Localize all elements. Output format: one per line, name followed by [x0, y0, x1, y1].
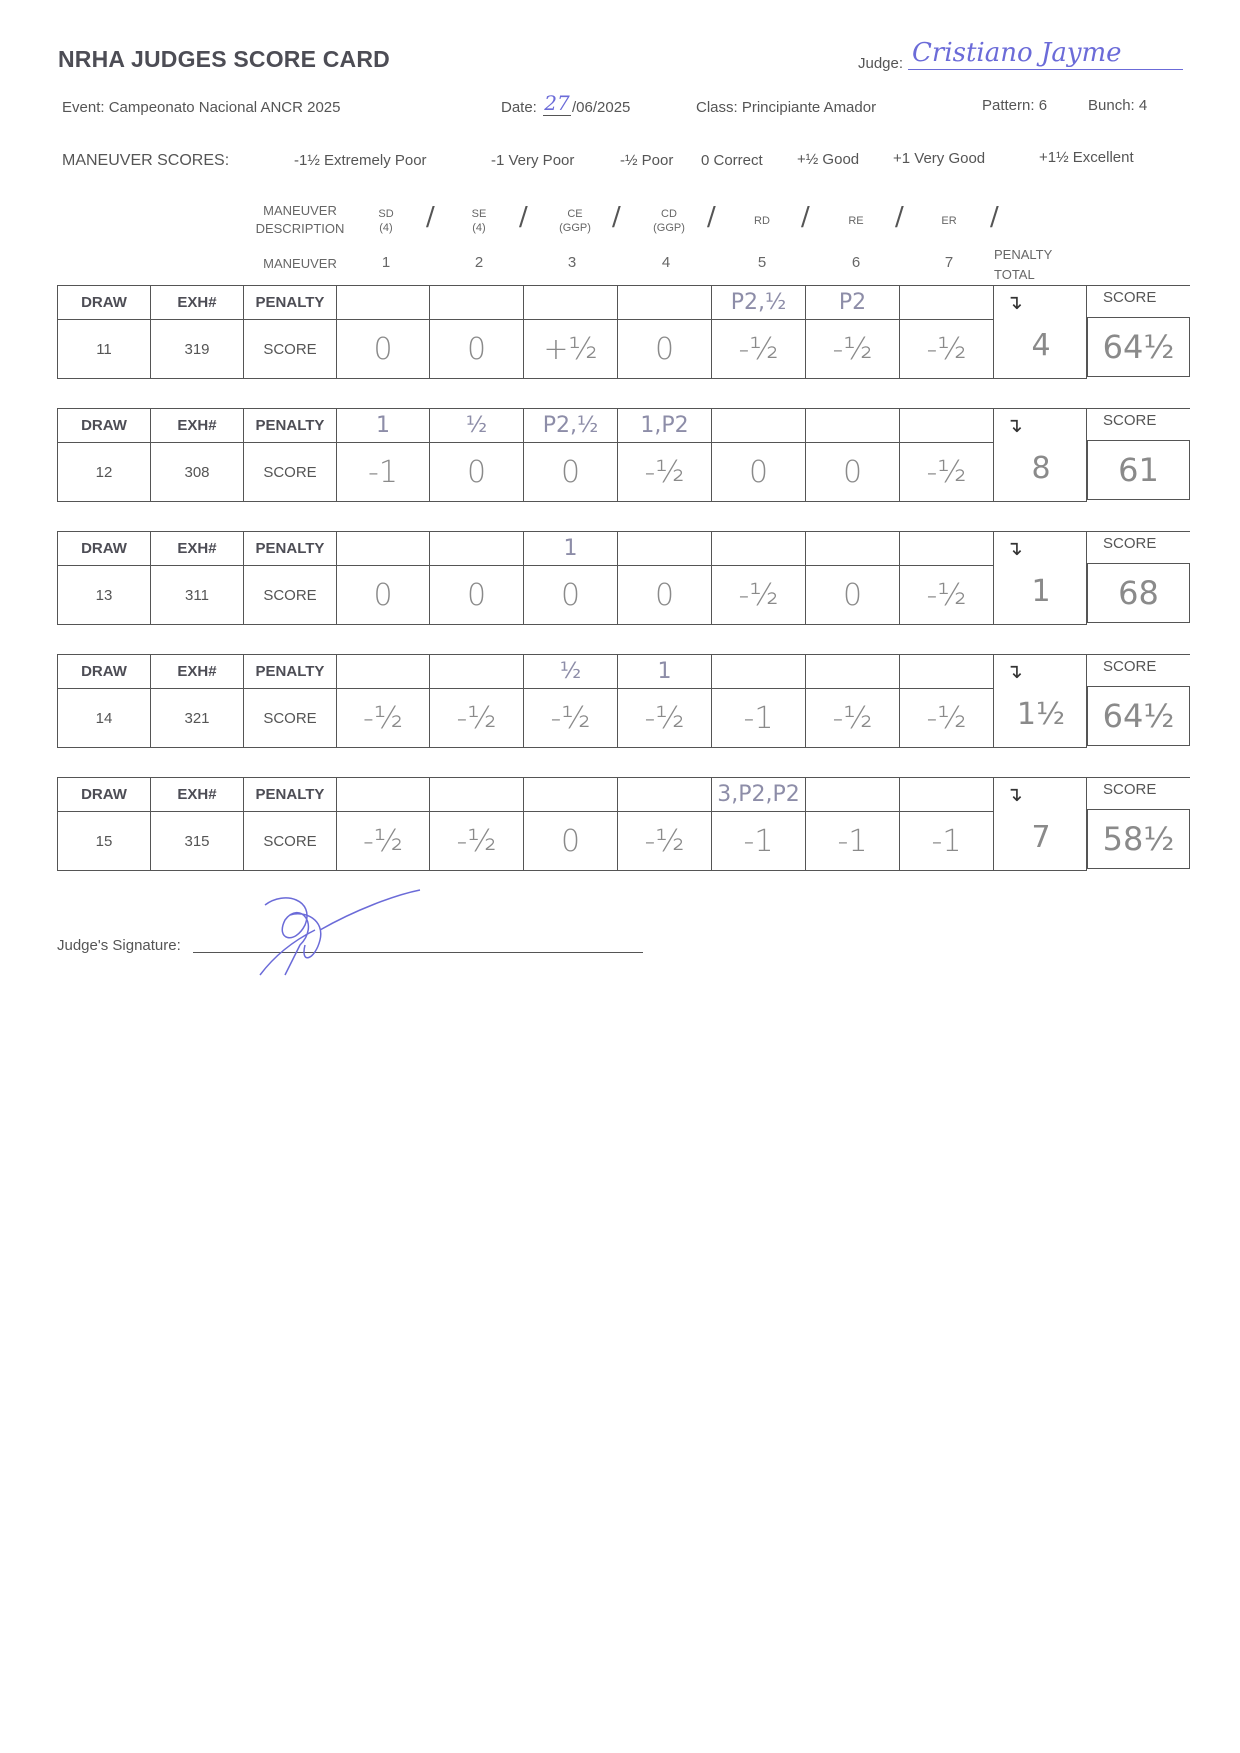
maneuver-1-code-text: SD	[378, 208, 394, 220]
final-score-label: SCORE	[1103, 535, 1157, 552]
maneuver-5-penalty: P2,½	[711, 285, 806, 320]
penalty-total-value: 4	[1031, 328, 1051, 363]
draw-header: DRAW	[57, 777, 151, 812]
exhibitor-number: 311	[150, 565, 244, 625]
maneuver-2-penalty	[429, 777, 524, 812]
score-row-label: SCORE	[243, 442, 337, 502]
maneuver-7-score: -½	[899, 688, 994, 748]
legend-very-good: +1 Very Good	[893, 150, 986, 167]
judge-label: Judge:	[858, 55, 904, 72]
date-rest: /06/2025	[572, 99, 631, 116]
final-score-label: SCORE	[1103, 412, 1157, 429]
maneuver-6-penalty	[805, 408, 900, 443]
date-day-handwritten: 27	[544, 91, 570, 115]
maneuver-description-line1: MANEUVER	[263, 203, 337, 218]
maneuver-description-label	[250, 204, 350, 236]
maneuver-3-score: 0	[523, 811, 618, 871]
maneuver-separator: /	[519, 202, 528, 232]
final-score-label: SCORE	[1103, 658, 1157, 675]
penalty-total-cell	[993, 285, 1087, 379]
maneuver-5-penalty	[711, 654, 806, 689]
final-score-top-rule	[1087, 408, 1190, 409]
legend-excellent: +1½ Excellent	[1039, 149, 1134, 166]
score-row-label: SCORE	[243, 565, 337, 625]
penalty-row-label: PENALTY	[243, 408, 337, 443]
penalty-arrow-icon: ↴	[1006, 538, 1023, 560]
final-score-value: 64½	[1087, 317, 1190, 377]
maneuver-7-penalty	[899, 285, 994, 320]
maneuver-7-score: -½	[899, 319, 994, 379]
maneuver-4-penalty	[617, 285, 712, 320]
legend-extremely-poor: -1½ Extremely Poor	[294, 152, 427, 169]
final-score-top-rule	[1087, 531, 1190, 532]
draw-number: 14	[57, 688, 151, 748]
maneuver-4-score: -½	[617, 811, 712, 871]
exhibitor-number: 319	[150, 319, 244, 379]
judge-underline	[908, 68, 1183, 70]
maneuver-2-penalty	[429, 285, 524, 320]
maneuver-6-number: 6	[851, 254, 861, 271]
maneuver-5-score: -1	[711, 811, 806, 871]
maneuver-7-score: -1	[899, 811, 994, 871]
maneuver-scores-label: MANEUVER SCORES:	[62, 152, 230, 169]
penalty-row-label: PENALTY	[243, 654, 337, 689]
draw-header: DRAW	[57, 654, 151, 689]
exhibitor-number: 315	[150, 811, 244, 871]
maneuver-3-score: 0	[523, 565, 618, 625]
maneuver-2-score: 0	[429, 442, 524, 502]
legend-very-poor: -1 Very Poor	[491, 152, 575, 169]
maneuver-3-code	[550, 207, 600, 235]
bunch-label: Bunch: 4	[1088, 97, 1148, 114]
maneuver-separator: /	[707, 202, 716, 232]
draw-number: 12	[57, 442, 151, 502]
final-score-value: 61	[1087, 440, 1190, 500]
penalty-total-cell	[993, 654, 1087, 748]
maneuver-separator: /	[426, 202, 435, 232]
draw-header: DRAW	[57, 285, 151, 320]
final-score-value: 68	[1087, 563, 1190, 623]
penalty-total-cell	[993, 777, 1087, 871]
maneuver-2-score: -½	[429, 811, 524, 871]
maneuver-2-score: 0	[429, 319, 524, 379]
maneuver-5-score: -1	[711, 688, 806, 748]
maneuver-1-score: 0	[336, 319, 430, 379]
maneuver-2-sub: (4)	[472, 222, 486, 234]
entry-block	[57, 777, 1190, 871]
maneuver-1-score: -½	[336, 811, 430, 871]
maneuver-4-penalty	[617, 531, 712, 566]
legend-poor: -½ Poor	[620, 152, 674, 169]
maneuver-2-code-text: SE	[471, 208, 487, 220]
maneuver-7-code-text: ER	[941, 215, 957, 227]
final-score-value: 64½	[1087, 686, 1190, 746]
legend-correct: 0 Correct	[701, 152, 763, 169]
maneuver-3-number: 3	[567, 254, 577, 271]
score-row-label: SCORE	[243, 811, 337, 871]
final-score-value: 58½	[1087, 809, 1190, 869]
maneuver-3-penalty	[523, 777, 618, 812]
maneuver-1-penalty	[336, 777, 430, 812]
maneuver-separator: /	[990, 202, 999, 232]
maneuver-6-penalty	[805, 777, 900, 812]
maneuver-7-penalty	[899, 408, 994, 443]
legend-good: +½ Good	[797, 151, 860, 168]
penalty-total-value: 7	[1031, 820, 1051, 855]
maneuver-1-score: -½	[336, 688, 430, 748]
maneuver-5-penalty: 3,P2,P2	[711, 777, 806, 812]
entry-block	[57, 285, 1190, 379]
final-score-top-rule	[1087, 777, 1190, 778]
maneuver-7-score: -½	[899, 565, 994, 625]
maneuver-1-penalty	[336, 531, 430, 566]
maneuver-7-penalty	[899, 531, 994, 566]
final-score-top-rule	[1087, 654, 1190, 655]
maneuver-separator: /	[895, 202, 904, 232]
final-score-label: SCORE	[1103, 289, 1157, 306]
date-label: Date:	[501, 99, 537, 116]
penalty-arrow-icon: ↴	[1006, 784, 1023, 806]
maneuver-5-score: 0	[711, 442, 806, 502]
maneuver-4-score: -½	[617, 688, 712, 748]
maneuver-7-penalty	[899, 777, 994, 812]
maneuver-4-penalty: 1,P2	[617, 408, 712, 443]
maneuver-1-penalty: 1	[336, 408, 430, 443]
maneuver-4-penalty: 1	[617, 654, 712, 689]
exhibitor-number: 308	[150, 442, 244, 502]
maneuver-6-score: -½	[805, 319, 900, 379]
draw-number: 11	[57, 319, 151, 379]
entry-block	[57, 531, 1190, 625]
event-label: Event: Campeonato Nacional ANCR 2025	[62, 99, 341, 116]
maneuver-4-number: 4	[661, 254, 671, 271]
signature-label: Judge's Signature:	[57, 937, 181, 954]
maneuver-2-penalty: ½	[429, 408, 524, 443]
maneuver-description-line2: DESCRIPTION	[255, 221, 345, 236]
penalty-arrow-icon: ↴	[1006, 292, 1023, 314]
final-score-label: SCORE	[1103, 781, 1157, 798]
maneuver-3-code-text: CE	[567, 208, 583, 220]
maneuver-3-score: 0	[523, 442, 618, 502]
maneuver-4-penalty	[617, 777, 712, 812]
maneuver-2-penalty	[429, 531, 524, 566]
maneuver-6-code-text: RE	[848, 215, 864, 227]
exh-header: EXH#	[150, 777, 244, 812]
maneuver-2-code	[459, 207, 499, 235]
maneuver-4-code-text: CD	[661, 208, 677, 220]
maneuver-7-score: -½	[899, 442, 994, 502]
score-row-label: SCORE	[243, 319, 337, 379]
penalty-total-value: 8	[1031, 451, 1051, 486]
maneuver-1-penalty	[336, 285, 430, 320]
maneuver-1-code	[366, 207, 406, 235]
maneuver-6-score: -½	[805, 688, 900, 748]
maneuver-separator: /	[612, 202, 621, 232]
entry-block	[57, 654, 1190, 748]
pattern-label: Pattern: 6	[982, 97, 1048, 114]
maneuver-5-penalty	[711, 531, 806, 566]
penalty-total-label	[994, 245, 1074, 285]
maneuver-2-number: 2	[474, 254, 484, 271]
maneuver-1-number: 1	[381, 254, 391, 271]
maneuver-5-score: -½	[711, 565, 806, 625]
class-label: Class: Principiante Amador	[696, 99, 877, 116]
exh-header: EXH#	[150, 654, 244, 689]
maneuver-3-penalty	[523, 285, 618, 320]
card-title: NRHA JUDGES SCORE CARD	[58, 46, 390, 72]
penalty-arrow-icon: ↴	[1006, 415, 1023, 437]
maneuver-6-penalty	[805, 531, 900, 566]
maneuver-4-sub: (GGP)	[653, 222, 685, 234]
maneuver-3-sub: (GGP)	[559, 222, 591, 234]
maneuver-1-score: 0	[336, 565, 430, 625]
maneuver-2-score: -½	[429, 688, 524, 748]
maneuver-6-penalty: P2	[805, 285, 900, 320]
judge-signature-scribble	[245, 885, 435, 985]
maneuver-2-score: 0	[429, 565, 524, 625]
exhibitor-number: 321	[150, 688, 244, 748]
penalty-row-label: PENALTY	[243, 285, 337, 320]
draw-header: DRAW	[57, 531, 151, 566]
exh-header: EXH#	[150, 285, 244, 320]
maneuver-2-penalty	[429, 654, 524, 689]
penalty-total-cell	[993, 408, 1087, 502]
penalty-row-label: PENALTY	[243, 777, 337, 812]
penalty-total-value: 1½	[1016, 697, 1066, 732]
maneuver-1-score: -1	[336, 442, 430, 502]
maneuver-5-code-text: RD	[754, 215, 770, 227]
penalty-total-line2: TOTAL	[994, 267, 1035, 282]
draw-number: 15	[57, 811, 151, 871]
maneuver-7-number: 7	[944, 254, 954, 271]
maneuver-5-penalty	[711, 408, 806, 443]
maneuver-6-code	[836, 214, 876, 228]
maneuver-3-penalty: 1	[523, 531, 618, 566]
maneuver-6-score: 0	[805, 565, 900, 625]
maneuver-4-score: 0	[617, 565, 712, 625]
maneuver-5-code	[742, 214, 782, 228]
entry-block	[57, 408, 1190, 502]
score-row-label: SCORE	[243, 688, 337, 748]
penalty-arrow-icon: ↴	[1006, 661, 1023, 683]
maneuver-4-code	[644, 207, 694, 235]
maneuver-6-penalty	[805, 654, 900, 689]
maneuver-3-score: -½	[523, 688, 618, 748]
penalty-row-label: PENALTY	[243, 531, 337, 566]
maneuver-3-score: +½	[523, 319, 618, 379]
maneuver-1-penalty	[336, 654, 430, 689]
penalty-total-line1: PENALTY	[994, 247, 1053, 262]
maneuver-1-sub: (4)	[379, 222, 393, 234]
maneuver-5-number: 5	[757, 254, 767, 271]
maneuver-separator: /	[801, 202, 810, 232]
exh-header: EXH#	[150, 408, 244, 443]
exh-header: EXH#	[150, 531, 244, 566]
maneuver-3-penalty: ½	[523, 654, 618, 689]
penalty-total-cell	[993, 531, 1087, 625]
final-score-top-rule	[1087, 285, 1190, 286]
judge-name-handwritten: Cristiano Jayme	[912, 38, 1122, 68]
draw-header: DRAW	[57, 408, 151, 443]
maneuver-number-label: MANEUVER	[263, 256, 337, 271]
maneuver-6-score: 0	[805, 442, 900, 502]
maneuver-3-penalty: P2,½	[523, 408, 618, 443]
draw-number: 13	[57, 565, 151, 625]
maneuver-7-code	[929, 214, 969, 228]
maneuver-7-penalty	[899, 654, 994, 689]
penalty-total-value: 1	[1031, 574, 1051, 609]
maneuver-6-score: -1	[805, 811, 900, 871]
maneuver-4-score: -½	[617, 442, 712, 502]
maneuver-5-score: -½	[711, 319, 806, 379]
maneuver-4-score: 0	[617, 319, 712, 379]
